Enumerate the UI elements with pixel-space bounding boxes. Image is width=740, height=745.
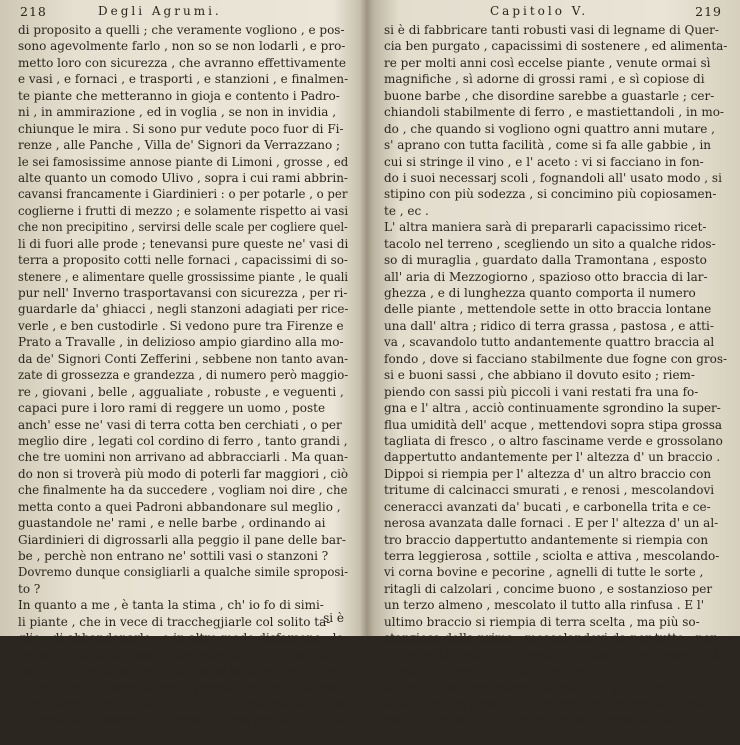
text-line: all' aria di Mezzogiorno , spazioso otto braccia di lar- (384, 269, 708, 284)
text-line: buone barbe , che disordine sarebbe a guastarle ; cer- (384, 88, 715, 103)
left-catchword: si è (323, 611, 344, 625)
text-line: zate di grossezza e grandezza , di numero però maggio- (18, 368, 349, 383)
text-line: ultimo braccio si riempia di terra scelta , ma più so- (384, 614, 700, 629)
text-line: fondo , dove si facciano stabilmente due fogne con gros- (384, 351, 728, 366)
left-page-header (20, 4, 344, 20)
text-line: si e buoni sassi , che abbiano il dovuto esito ; riem- (384, 368, 695, 383)
text-line: niere sicure per ajutarle , e vieppiù condurle alla loro (18, 696, 345, 711)
text-line: metto loro con sicurezza , che avranno effettivamente (18, 55, 346, 70)
text-line: anch' esse ne' vasi di terra cotta ben cerchiati , o per (18, 417, 342, 432)
text-line: renze , alle Panche , Villa de' Signori da Verrazzano ; (18, 138, 341, 153)
text-line: come di singolarissima cosa , e da farsi anche presso (18, 664, 341, 679)
text-line: guardarle da' ghiacci , negli stanzoni adagiati per rice- (18, 302, 349, 317)
text-line: alte quanto un comodo Ulivo , sopra i cui rami abbrin- (18, 170, 348, 185)
text-line: che finalmente ha da succedere , vogliam noi dire , che (18, 483, 348, 498)
text-line: so di muraglia , guardato dalla Tramontana , esposto (384, 253, 707, 268)
right-page-header (394, 4, 722, 20)
text-line: tacolo nel terreno , scegliendo un sito a qualche ridos- (384, 236, 716, 251)
text-line: capaci pure i loro rami di reggere un uomo , poste (18, 401, 326, 416)
text-line: chiandoli stabilmente di ferro , e mastiettandoli , in mo- (384, 105, 724, 120)
right-page-number: 219 (695, 4, 722, 19)
text-line: do i suoi necessarj scoli , fognandoli all' usato modo , si (384, 170, 722, 185)
text-line: stenere , e alimentare quelle grossissime piante , le quali (18, 269, 349, 284)
text-line: re per molti anni così eccelse piante , venute ormai sì (384, 55, 711, 70)
text-line: ni , in ammirazione , ed in voglia , se non in invidia , (18, 105, 337, 120)
text-line: Dovremo dunque consigliarli a qualche simile sproposi- (18, 565, 349, 580)
text-line: to ? (18, 581, 41, 596)
text-line: Prato a Travalle , in delizioso ampio giardino alla mo- (18, 335, 344, 350)
text-line: più possibili grandezza , e quasi dissi perpetuarle . L' una (18, 713, 348, 728)
text-line: li di fuori alle prode ; tenevansi pure queste ne' vasi di (18, 236, 349, 251)
text-line: le sei famosissime annose piante di Limoni , grosse , ed (18, 154, 349, 169)
text-line: coglierne i frutti di mezzo ; e solamente rispetto ai vasi (18, 203, 349, 218)
text-line: chiunque le mira . Si sono pur vedute poco fuor di Fi- (18, 121, 344, 136)
right-page-body (384, 22, 727, 745)
text-line: stipino con più sodezza , si concimino più copiosamen- (384, 187, 717, 202)
right-running-head: Capitolo V. (490, 4, 589, 18)
text-line: un terzo almeno , mescolato il tutto alla rinfusa . E l' (384, 598, 705, 613)
text-line: cui si stringe il vino , e l' aceto : vi si facciano in fon- (384, 154, 704, 169)
text-line: ro persuaderò più tosto a tenerne più conto che mai , (18, 647, 344, 662)
text-line: e vasi , e fornaci , e trasporti , e stanzioni , e finalmen- (18, 72, 349, 87)
text-line: ritagli di calzolari , concime buono , e sostanzioso per (384, 581, 713, 596)
text-line: cia ben purgato , capacissimi di sostenere , ed alimenta- (384, 39, 728, 54)
text-line: ghezza , e di lunghezza quanto comporta il numero (384, 286, 696, 300)
text-line: In quanto a me , è tanta la stima , ch' io fo di simi- (18, 598, 324, 613)
text-line: tritume di calcinacci smurati , e renosi , mescolandovi (384, 483, 715, 498)
text-line: piante , lontane sette in otto braccia una dall' altra ; (384, 713, 702, 728)
text-line: li piante , che in vece di tracchegjiarle col solito ta- (18, 614, 331, 629)
text-line: verle , e ben custodirle . Si vedono pure tra Firenze e (18, 318, 344, 333)
text-line: va , scavandolo tutto andantemente quattro braccia al (384, 335, 715, 350)
text-line: che non precipitino , servirsi delle scale per cogliere quel- (18, 220, 348, 235)
text-line: vi corna bovine e pecorine , agnelli di tutte le sorte , (384, 565, 704, 580)
left-page-number: 218 (20, 4, 47, 19)
text-line: delle piante , mettendole sette in otto braccia lontane (384, 302, 712, 317)
text-line: flua umidità dell' acque , mettendovi sopra stipa grossa (384, 417, 723, 432)
text-line: Dippoi si riempia per l' altezza d' un altro braccio con (384, 466, 712, 481)
left-running-head: Degli Agrumi. (98, 4, 222, 18)
text-line: terra a proposito cotti nelle fornaci , capacissimi di so- (18, 253, 348, 268)
text-line: stanziosa della prima , mescolandovi da per tutto , per (384, 631, 717, 646)
text-line: te , ec . (384, 203, 429, 218)
text-line: guastandole ne' rami , e nelle barbe , ordinando ai (18, 516, 326, 531)
text-line: meglio dire , legati col cordino di ferro , tanto grandi , (18, 433, 348, 448)
left-page (0, 0, 362, 728)
text-line: da de' Signori Conti Zefferini , sebbene non tanto avan- (18, 351, 349, 366)
text-line: glio , di abbandonarle , o in altro modo disfarsene , lo- (18, 631, 348, 646)
text-line: te piante che metteranno in gioja e contento i Padro- (18, 88, 340, 103)
text-line: pur nell' Inverno trasportavansi con sicurezza , per ri- (18, 286, 348, 300)
text-line: preparati e smaltiti di qualche tempo . (384, 664, 619, 679)
text-line: s' aprano con tutta facilità , come si fa alle gabbie , in (384, 138, 712, 153)
text-line: gna e l' altra , acciò continuamente sgrondino la super- (384, 401, 721, 416)
text-line: tagliata di fresco , o altro fasciname verde e grossolano (384, 433, 723, 448)
text-line: si è di fabbricare tanti robusti vasi di legname di Quer- (384, 23, 719, 37)
text-line: Adunque nel vero mezzo , alquanto a galla , nel me- (384, 680, 700, 695)
text-line: se d' Aprile si ripiantino con tutto il rispetto sì degne (384, 696, 707, 711)
text-line: piendo con sassi più piccoli i vani restati fra una fo- (384, 384, 699, 399)
text-line: dappertutto andantemente per l' altezza d' un braccio . (384, 450, 721, 465)
text-line: terra leggierosa , sottile , sciolta e attiva , mescolando- (384, 549, 720, 563)
text-line: Giardinieri di digrossarli alla peggio il pane delle bar- (18, 532, 346, 547)
text-line: L' altra maniera sarà di prepararli capacissimo ricet- (384, 220, 707, 235)
text-line: be , perchè non entrano ne' sottili vasi o stanzoni ? (18, 549, 329, 563)
text-line: tro braccio dappertutto andantemente si riempia con (384, 532, 709, 547)
left-page-body (18, 22, 373, 729)
text-line: una dall' altra ; ridico di terra grassa , pastosa , e atti- (384, 318, 714, 333)
text-line: ceneracci avanzati da' bucati , e carbonella trita e ce- (384, 499, 711, 514)
text-line: sol- (384, 729, 406, 744)
text-line: sono agevolmente farlo , non so se non lodarli , e pro- (18, 39, 346, 54)
text-line: re , giovani , belle , aggualiate , robuste , e veguenti , (18, 384, 344, 399)
right-page (374, 0, 740, 744)
text-line: do , che quando si vogliono ogni quattro anni mutare , (384, 121, 715, 136)
text-line: quasi unica ; avanzandomi a promettere loro due ma- (18, 680, 344, 695)
text-line: metta conto a quei Padroni abbandonare sul meglio , (18, 499, 341, 514)
text-line: do non si troverà più modo di poterli far maggiori , ciò (18, 466, 349, 481)
text-line: di proposito a quelli ; che veramente vogliono , e pos- (18, 23, 345, 37)
text-line: cavansi francamente i Giardinieri : o per potarle , o per (18, 187, 348, 202)
text-line: un terzo almeno , de' concimi più sottili e spiritosi , già (384, 647, 720, 662)
text-line: magnifiche , sì adorne di grossi rami , e sì copiose di (384, 72, 705, 87)
text-line: che tre uomini non arrivano ad abbracciarli . Ma quan- (18, 450, 348, 465)
text-line: nerosa avanzata dalle fornaci . E per l' altezza d' un al- (384, 516, 719, 531)
